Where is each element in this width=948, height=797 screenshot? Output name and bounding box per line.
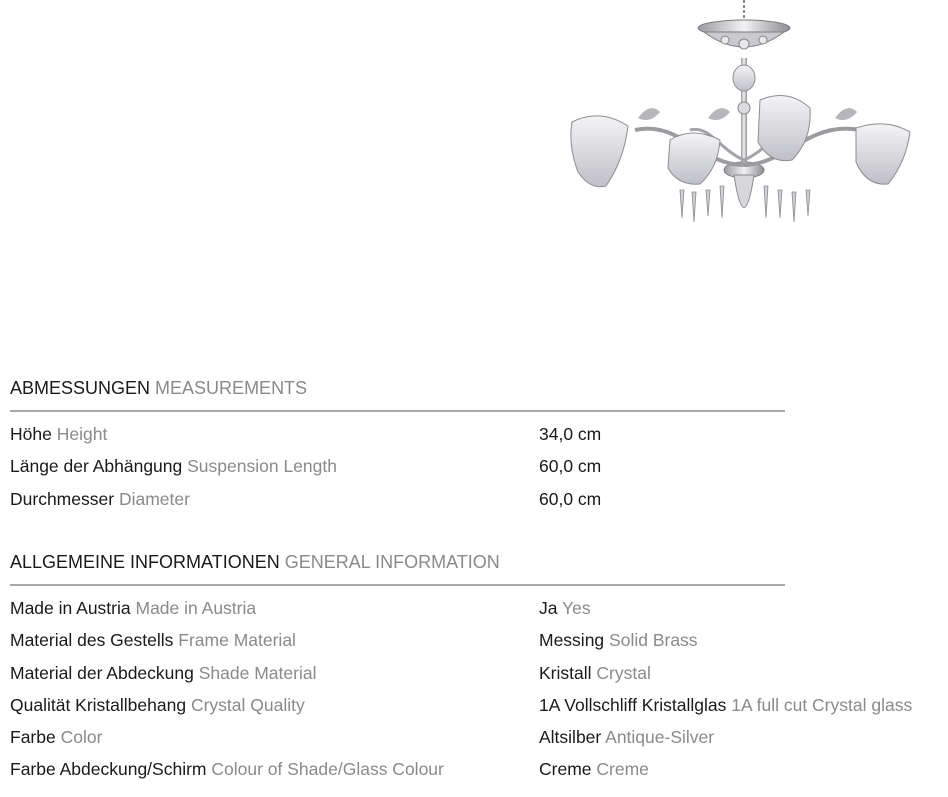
value-de: 60,0 cm — [539, 456, 602, 477]
measurements-section — [10, 377, 785, 518]
label-en: Suspension Length — [187, 456, 337, 477]
row-value — [539, 692, 912, 718]
row-value — [539, 453, 601, 479]
section-title-de: ABMESSUNGEN — [10, 378, 151, 398]
label-en: Made in Austria — [135, 598, 257, 618]
value-de: Messing — [539, 630, 605, 651]
label-en: Height — [56, 424, 108, 444]
label-de: Höhe — [10, 424, 52, 444]
table-row — [10, 756, 785, 788]
label-en: Color — [60, 727, 103, 748]
label-de: Durchmesser — [10, 488, 115, 509]
general-information-section — [10, 551, 913, 789]
label-de: Länge der Abhängung — [10, 456, 183, 477]
value-de: Kristall — [539, 662, 592, 683]
row-value — [539, 486, 601, 512]
row-label — [10, 595, 256, 621]
table-row — [10, 453, 785, 485]
row-label — [10, 627, 296, 653]
value-de: Ja — [539, 598, 558, 618]
row-label — [10, 660, 316, 686]
value-en: Creme — [596, 759, 649, 780]
label-de: Qualität Kristallbehang — [10, 694, 187, 715]
label-de: Material der Abdeckung — [10, 662, 194, 683]
table-row — [10, 660, 785, 692]
row-value — [539, 724, 714, 750]
section-title-en: MEASUREMENTS — [155, 378, 308, 398]
section-divider — [10, 584, 785, 586]
value-en: 1A full cut Crystal glass — [731, 694, 913, 715]
value-de: 34,0 cm — [539, 424, 602, 444]
section-divider — [10, 410, 785, 412]
row-value — [539, 595, 591, 621]
row-label — [10, 421, 107, 447]
table-row — [10, 692, 913, 724]
table-row — [10, 421, 785, 453]
table-row — [10, 595, 785, 627]
table-row — [10, 486, 785, 518]
row-label — [10, 692, 305, 718]
value-en: Yes — [562, 598, 591, 618]
row-value — [539, 421, 601, 447]
section-title — [10, 551, 785, 573]
value-de: Altsilber — [539, 727, 602, 748]
value-de: 60,0 cm — [539, 488, 602, 509]
value-en: Solid Brass — [609, 630, 698, 651]
label-de: Made in Austria — [10, 598, 131, 618]
row-label — [10, 724, 102, 750]
label-de: Material des Gestells — [10, 630, 174, 651]
label-en: Shade Material — [198, 662, 317, 683]
row-value — [539, 756, 649, 782]
section-title-en: GENERAL INFORMATION — [284, 552, 500, 572]
table-row — [10, 724, 785, 756]
label-de: Farbe — [10, 727, 56, 748]
value-de: 1A Vollschliff Kristallglas — [539, 694, 727, 715]
section-title — [10, 377, 785, 399]
label-en: Crystal Quality — [190, 694, 305, 715]
row-label — [10, 756, 444, 782]
row-value — [539, 660, 651, 686]
label-en: Diameter — [118, 488, 190, 509]
table-row — [10, 627, 785, 659]
section-title-de: ALLGEMEINE INFORMATIONEN — [10, 552, 280, 572]
chandelier-product-image — [560, 0, 920, 250]
value-en: Antique-Silver — [605, 727, 715, 748]
label-de: Farbe Abdeckung/Schirm — [10, 759, 207, 780]
label-en: Frame Material — [178, 630, 296, 651]
row-label — [10, 486, 190, 512]
row-value — [539, 627, 698, 653]
value-de: Creme — [539, 759, 592, 780]
label-en: Colour of Shade/Glass Colour — [211, 759, 444, 780]
value-en: Crystal — [596, 662, 651, 683]
row-label — [10, 453, 337, 479]
